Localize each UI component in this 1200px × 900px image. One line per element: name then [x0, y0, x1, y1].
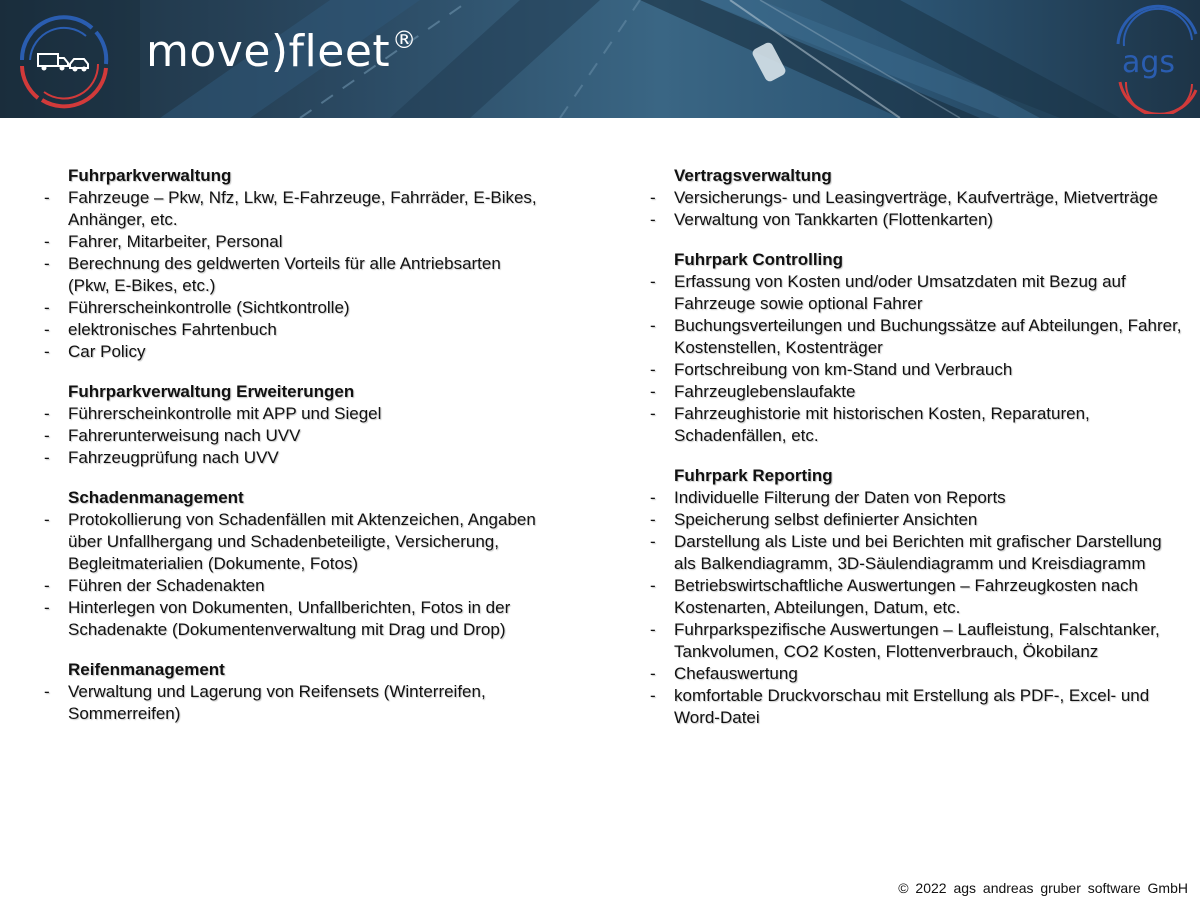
feature-list-item: - Chefauswertung — [648, 663, 1188, 685]
section-title: Fuhrpark Controlling — [674, 250, 844, 269]
feature-list-item: - Fortschreibung von km-Stand und Verbrauch — [648, 359, 1188, 381]
header-banner — [0, 0, 1200, 118]
feature-list-item: - elektronisches Fahrtenbuch — [42, 319, 542, 341]
section-title: Schadenmanagement — [68, 488, 244, 507]
feature-list-item: - Erfassung von Kosten und/oder Umsatzdaten mit Bezug auf Fahrzeuge sowie optional Fahrer — [648, 271, 1188, 315]
feature-list-item: - Verwaltung von Tankkarten (Flottenkarten) — [648, 209, 1188, 231]
left-column — [42, 165, 542, 743]
section-title: Fuhrparkverwaltung Erweiterungen — [68, 382, 355, 401]
feature-list — [648, 187, 1188, 231]
feature-list-item: - Führerscheinkontrolle mit APP und Siegel — [42, 403, 542, 425]
feature-list-item: - Versicherungs- und Leasingverträge, Kaufverträge, Mietverträge — [648, 187, 1188, 209]
section-title: Fuhrpark Reporting — [674, 466, 833, 485]
feature-section — [648, 249, 1188, 447]
feature-list-item: - Fahrzeughistorie mit historischen Kosten, Reparaturen, Schadenfällen, etc. — [648, 403, 1188, 447]
feature-section — [648, 165, 1188, 231]
feature-section — [42, 381, 542, 469]
feature-list — [42, 509, 542, 641]
feature-list-item: - Car Policy — [42, 341, 542, 363]
feature-list-item: - Buchungsverteilungen und Buchungssätze auf Abteilungen, Fahrer, Kostenstellen, Kostenträger — [648, 315, 1188, 359]
feature-list-item: - Betriebswirtschaftliche Auswertungen – Fahrzeugkosten nach Kostenarten, Abteilungen, Datum, etc. — [648, 575, 1188, 619]
feature-list-item: - Fahrzeuglebenslaufakte — [648, 381, 1188, 403]
feature-list-item: - Fahrzeugprüfung nach UVV — [42, 447, 542, 469]
feature-list — [648, 271, 1188, 447]
feature-list-item: - Speicherung selbst definierter Ansichten — [648, 509, 1188, 531]
feature-section — [42, 659, 542, 725]
app-title: move)fleet® — [146, 26, 417, 77]
section-title: Fuhrparkverwaltung — [68, 166, 232, 185]
feature-list-item: - Fahrzeuge – Pkw, Nfz, Lkw, E-Fahrzeuge, Fahrräder, E-Bikes, Anhänger, etc. — [42, 187, 542, 231]
section-title: Vertragsverwaltung — [674, 166, 832, 185]
feature-list-item: - komfortable Druckvorschau mit Erstellung als PDF-, Excel- und Word-Datei — [648, 685, 1188, 729]
feature-list-item: - Hinterlegen von Dokumenten, Unfallberichten, Fotos in der Schadenakte (Dokumentenverwaltung mit Drag und Drop) — [42, 597, 542, 641]
feature-section — [648, 465, 1188, 729]
feature-list-item: - Fuhrparkspezifische Auswertungen – Laufleistung, Falschtanker, Tankvolumen, CO2 Kosten, Flottenverbrauch, Ökobilanz — [648, 619, 1188, 663]
feature-section — [42, 165, 542, 363]
feature-list-item: - Protokollierung von Schadenfällen mit Aktenzeichen, Angaben über Unfallhergang und Schadenbeteiligte, Versicherung, Begleitmaterialien (Dokumente, Fotos) — [42, 509, 542, 575]
feature-list-item: - Führen der Schadenakten — [42, 575, 542, 597]
svg-text:ags: ags — [1122, 45, 1176, 80]
feature-list-item: - Berechnung des geldwerten Vorteils für alle Antriebsarten (Pkw, E-Bikes, etc.) — [42, 253, 542, 297]
section-title: Reifenmanagement — [68, 660, 225, 679]
feature-section — [42, 487, 542, 641]
feature-list-item: - Führerscheinkontrolle (Sichtkontrolle) — [42, 297, 542, 319]
feature-list-item: - Verwaltung und Lagerung von Reifensets (Winterreifen, Sommerreifen) — [42, 681, 542, 725]
feature-list-item: - Individuelle Filterung der Daten von Reports — [648, 487, 1188, 509]
feature-list-item: - Darstellung als Liste und bei Berichten mit grafischer Darstellung als Balkendiagramm, 3D-Säulendiagramm und Kreisdiagramm — [648, 531, 1188, 575]
right-column — [648, 165, 1188, 747]
feature-list — [42, 403, 542, 469]
feature-list-item: - Fahrerunterweisung nach UVV — [42, 425, 542, 447]
copyright-notice: © 2022 ags andreas gruber software GmbH — [898, 880, 1188, 896]
feature-list — [648, 487, 1188, 729]
feature-list — [42, 187, 542, 363]
truck-car-icon — [12, 8, 116, 112]
ags-logo-icon — [1110, 4, 1200, 114]
feature-list-item: - Fahrer, Mitarbeiter, Personal — [42, 231, 542, 253]
feature-list — [42, 681, 542, 725]
